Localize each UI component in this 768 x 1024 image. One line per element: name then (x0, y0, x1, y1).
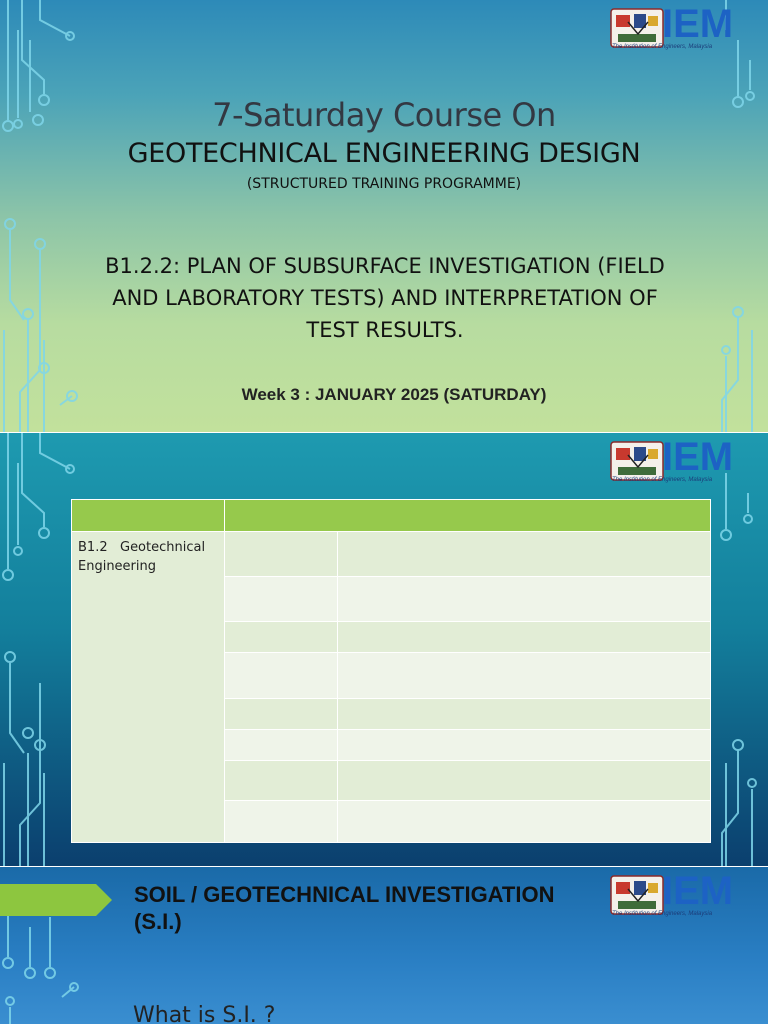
iem-logo-subtitle: The Institution of Engineers, Malaysia (612, 911, 713, 917)
table-cell (225, 761, 338, 801)
table-cell (338, 801, 711, 843)
table-cell (225, 653, 338, 699)
iem-logo-subtitle: The Institution of Engineers, Malaysia (612, 44, 713, 50)
table-module-label-line-1: B1.2 Geotechnical (78, 540, 206, 555)
table-row (72, 532, 711, 577)
table-cell (225, 730, 338, 761)
table-cell (338, 653, 711, 699)
table-cell (225, 577, 338, 622)
table-cell (225, 532, 338, 577)
table-cell (225, 699, 338, 730)
iem-emblem-icon (610, 8, 664, 48)
module-title-line-3: TEST RESULTS. (306, 318, 464, 342)
syllabus-table (71, 499, 711, 843)
course-subject: GEOTECHNICAL ENGINEERING DESIGN (127, 138, 641, 169)
table-header-cell (225, 500, 711, 532)
table-module-label-line-2: Engineering (78, 559, 156, 574)
section-question: What is S.I. ? (133, 1003, 276, 1024)
table-cell (338, 577, 711, 622)
table-cell (225, 622, 338, 653)
circuit-decoration-right (698, 0, 768, 432)
module-title-line-1: B1.2.2: PLAN OF SUBSURFACE INVESTIGATION (FIELD (105, 254, 665, 278)
course-title: 7-Saturday Course On (212, 96, 556, 134)
circuit-decoration-left (0, 0, 90, 432)
section-title-line-2: (S.I.) (134, 909, 182, 934)
module-title-line-2: AND LABORATORY TESTS) AND INTERPRETATION OF (112, 286, 658, 310)
section-arrow-icon (0, 884, 112, 916)
table-cell (338, 622, 711, 653)
table-cell (338, 532, 711, 577)
slide-table (0, 433, 768, 866)
slide-title (0, 0, 768, 432)
programme-label: (STRUCTURED TRAINING PROGRAMME) (246, 176, 522, 192)
slide-soil-investigation (0, 867, 768, 1024)
table-cell (338, 761, 711, 801)
table-header-row (72, 500, 711, 532)
iem-logo-text: IEM (662, 869, 734, 913)
module-title (90, 250, 680, 346)
section-title (134, 881, 614, 935)
table-cell (338, 730, 711, 761)
table-cell (225, 801, 338, 843)
iem-logo (610, 435, 762, 487)
iem-emblem-icon (610, 875, 664, 915)
iem-logo (610, 869, 762, 921)
section-title-line-1: SOIL / GEOTECHNICAL INVESTIGATION (134, 882, 555, 907)
iem-logo-text: IEM (662, 435, 734, 479)
iem-emblem-icon (610, 441, 664, 481)
table-module-cell (72, 532, 225, 843)
table-cell (338, 699, 711, 730)
table-header-cell (72, 500, 225, 532)
iem-logo-subtitle: The Institution of Engineers, Malaysia (612, 477, 713, 483)
week-label: Week 3 : JANUARY 2025 (SATURDAY) (241, 385, 547, 404)
iem-logo-text: IEM (662, 2, 734, 46)
iem-logo (610, 2, 762, 54)
